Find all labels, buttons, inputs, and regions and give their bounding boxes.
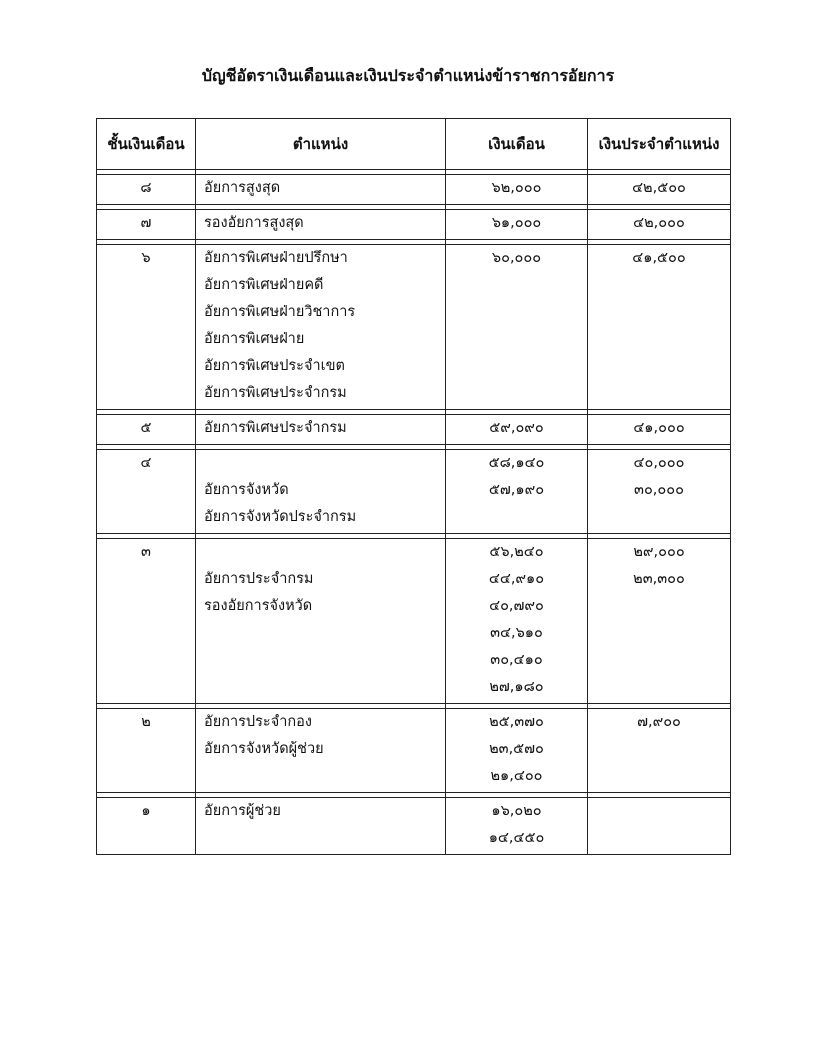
level-cell-content: [97, 798, 195, 827]
allowance-cell: [588, 450, 731, 534]
position-line: รองอัยการสูงสุด: [204, 215, 304, 231]
allowance-line: ๒๙,๐๐๐: [633, 544, 685, 560]
table-row: [97, 245, 731, 410]
position-line: อัยการพิเศษประจำกรม: [204, 420, 347, 436]
level-cell: [97, 415, 196, 445]
header-salary: เงินเดือน: [446, 119, 588, 170]
header-row: [97, 119, 731, 170]
salary-line: ๖๒,๐๐๐: [491, 180, 542, 196]
allowance-line: ๔๑,๐๐๐: [633, 420, 685, 436]
salary-line: ๕๙,๐๙๐: [489, 420, 544, 436]
salary-cell-content: [446, 798, 587, 854]
position-line: อัยการจังหวัดผู้ช่วย: [204, 741, 324, 757]
salary-line: ๒๓,๕๗๐: [489, 741, 544, 757]
allowance-line: ๔๒,๕๐๐: [632, 180, 686, 196]
salary-line: ๑๖,๐๒๐: [491, 803, 542, 819]
position-line: อัยการพิเศษฝ่ายปรึกษา: [204, 250, 348, 266]
position-cell: [196, 415, 446, 445]
level-cell-content: [97, 450, 195, 479]
position-line: อัยการพิเศษฝ่าย: [204, 331, 305, 347]
level-cell: [97, 450, 196, 534]
table-row: [97, 798, 731, 855]
allowance-line: ๗,๙๐๐: [637, 714, 681, 730]
level-cell-content: [97, 709, 195, 738]
header-allowance: เงินประจำตำแหน่ง: [588, 119, 731, 170]
allowance-cell: [588, 798, 731, 855]
table-row: [97, 539, 731, 704]
salary-line: ๕๘,๑๔๐: [488, 455, 545, 471]
position-line: อัยการพิเศษฝ่ายคดี: [204, 277, 324, 293]
salary-cell: [446, 450, 588, 534]
allowance-cell: [588, 175, 731, 205]
salary-cell: [446, 539, 588, 704]
salary-line: ๔๔,๙๑๐: [488, 571, 545, 587]
salary-cell-content: [446, 415, 587, 444]
level-cell: [97, 709, 196, 793]
allowance-cell-content: [588, 175, 730, 204]
salary-cell-content: [446, 210, 587, 239]
salary-line: ๓๔,๖๑๐: [490, 625, 543, 641]
position-cell-content: [196, 798, 445, 827]
allowance-cell-content: [588, 210, 730, 239]
salary-line: ๖๐,๐๐๐: [491, 250, 542, 266]
position-cell: [196, 245, 446, 410]
allowance-cell-content: [588, 798, 730, 800]
salary-cell-content: [446, 450, 587, 506]
salary-cell-content: [446, 709, 587, 792]
salary-line: ๔๐,๗๙๐: [489, 598, 544, 614]
position-cell-content: [196, 709, 445, 765]
position-cell-content: [196, 450, 445, 533]
allowance-cell-content: [588, 450, 730, 506]
level-value: ๑: [141, 803, 151, 819]
allowance-cell-content: [588, 245, 730, 274]
table-row: [97, 210, 731, 240]
salary-line: ๕๗,๑๙๐: [488, 482, 545, 498]
salary-line: ๕๖,๒๔๐: [489, 544, 544, 560]
position-line: [196, 450, 445, 477]
level-cell-content: [97, 539, 195, 568]
position-line: อัยการพิเศษประจำเขต: [204, 358, 345, 374]
salary-line: ๖๑,๐๐๐: [491, 215, 542, 231]
allowance-line: ๔๑,๕๐๐: [632, 250, 686, 266]
allowance-cell: [588, 709, 731, 793]
level-value: ๗: [140, 215, 152, 231]
level-cell: [97, 798, 196, 855]
table-row: [97, 175, 731, 205]
allowance-cell-content: [588, 539, 730, 595]
level-value: ๖: [141, 250, 151, 266]
header-position: ตำแหน่ง: [196, 119, 446, 170]
position-line: อัยการจังหวัด: [204, 482, 289, 498]
table-row: [97, 415, 731, 445]
salary-cell: [446, 175, 588, 205]
allowance-cell: [588, 415, 731, 445]
position-cell-content: [196, 210, 445, 239]
level-cell-content: [97, 245, 195, 274]
position-line: อัยการพิเศษประจำกรม: [204, 385, 347, 401]
salary-line: ๓๐,๔๑๐: [490, 652, 543, 668]
table-body: [97, 170, 731, 855]
allowance-cell: [588, 245, 731, 410]
salary-cell-content: [446, 175, 587, 204]
salary-cell: [446, 798, 588, 855]
allowance-cell: [588, 210, 731, 240]
table-row: [97, 450, 731, 534]
salary-line: ๒๑,๔๐๐: [490, 768, 543, 784]
allowance-cell-content: [588, 415, 730, 444]
level-cell-content: [97, 210, 195, 239]
salary-cell-content: [446, 539, 587, 703]
position-cell: [196, 798, 446, 855]
salary-cell: [446, 245, 588, 410]
position-line: รองอัยการจังหวัด: [204, 598, 313, 614]
position-cell: [196, 709, 446, 793]
allowance-line: ๒๓,๓๐๐: [633, 571, 685, 587]
salary-line: ๒๗,๑๘๐: [489, 679, 544, 695]
level-value: ๘: [140, 180, 152, 196]
document-title: บัญชีอัตราเงินเดือนและเงินประจำตำแหน่งข้าราชการอัยการ: [201, 66, 615, 85]
position-cell: [196, 450, 446, 534]
level-cell-content: [97, 175, 195, 204]
allowance-line: ๔๒,๐๐๐: [633, 215, 685, 231]
level-cell: [97, 245, 196, 410]
header-level: ชั้นเงินเดือน: [97, 119, 196, 170]
salary-line: ๒๕,๓๗๐: [489, 714, 544, 730]
salary-cell: [446, 210, 588, 240]
position-line: อัยการพิเศษฝ่ายวิชาการ: [204, 304, 356, 320]
position-line: อัยการประจำกรม: [204, 571, 314, 587]
position-line: อัยการประจำกอง: [204, 714, 312, 730]
allowance-line: ๓๐,๐๐๐: [634, 482, 684, 498]
salary-table: [96, 118, 731, 855]
level-cell: [97, 210, 196, 240]
table-row: [97, 709, 731, 793]
position-line: อัยการจังหวัดประจำกรม: [204, 509, 357, 525]
level-cell-content: [97, 415, 195, 444]
position-line: อัยการสูงสุด: [204, 180, 281, 196]
allowance-line: ๔๐,๐๐๐: [633, 455, 685, 471]
level-cell: [97, 175, 196, 205]
position-cell-content: [196, 539, 445, 622]
allowance-cell-content: [588, 709, 730, 738]
salary-line: ๑๔,๔๕๐: [488, 830, 545, 846]
position-cell-content: [196, 175, 445, 204]
level-cell: [97, 539, 196, 704]
allowance-cell: [588, 539, 731, 704]
position-cell-content: [196, 415, 445, 444]
position-cell: [196, 539, 446, 704]
level-value: ๒: [141, 714, 151, 730]
position-cell: [196, 175, 446, 205]
salary-cell: [446, 415, 588, 445]
salary-cell: [446, 709, 588, 793]
level-value: ๔: [140, 455, 152, 471]
position-line: อัยการผู้ช่วย: [204, 803, 281, 819]
position-line: [196, 539, 445, 566]
position-cell-content: [196, 245, 445, 409]
level-value: ๕: [140, 420, 152, 436]
level-value: ๓: [141, 544, 151, 560]
salary-cell-content: [446, 245, 587, 274]
position-cell: [196, 210, 446, 240]
